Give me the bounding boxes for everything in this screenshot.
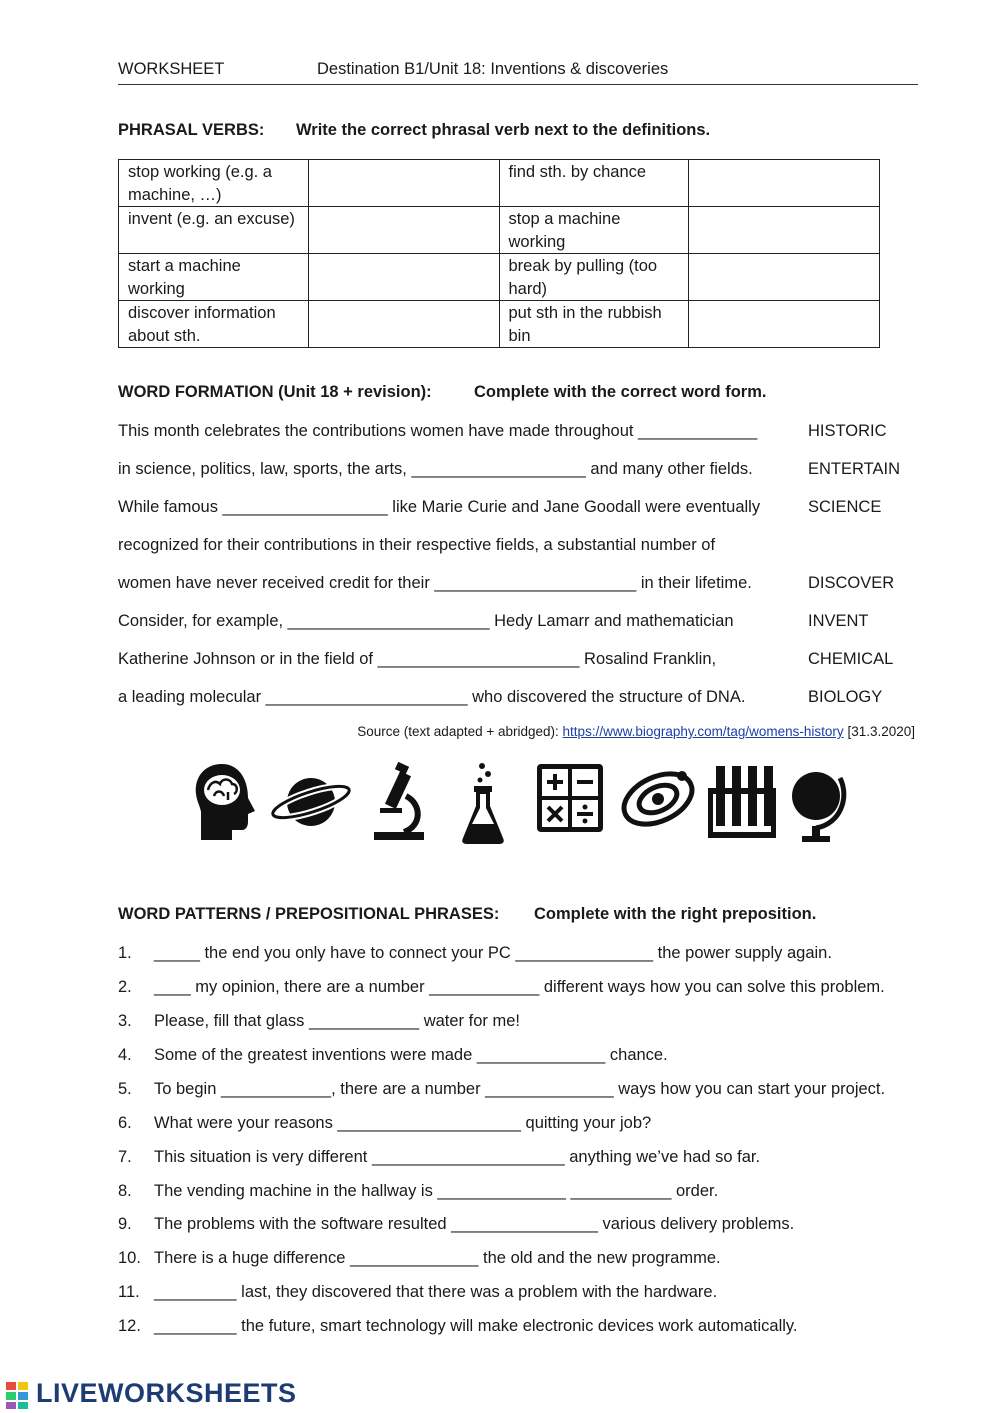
base-word: HISTORIC <box>808 422 887 440</box>
list-item <box>118 1012 520 1031</box>
list-item <box>118 1046 668 1065</box>
item-number: 5. <box>118 1080 132 1098</box>
phrasal-verbs-instruction: Write the correct phrasal verb next to the definitions. <box>296 121 711 139</box>
list-item <box>118 978 885 997</box>
item-number: 11. <box>118 1283 140 1301</box>
list-item <box>118 1080 885 1099</box>
list-item <box>118 1283 717 1302</box>
unit-title: Destination B1/Unit 18: Inventions & discoveries <box>317 60 669 78</box>
definition-cell: stop working (e.g. a machine, …) <box>119 160 309 207</box>
list-item <box>118 1215 794 1234</box>
list-item <box>118 944 832 963</box>
answer-cell[interactable] <box>689 160 880 207</box>
logo-text: LIVEWORKSHEETS <box>36 1378 297 1408</box>
table-row <box>119 301 880 348</box>
item-text: There is a huge difference ______________ the old and the new programme. <box>154 1249 721 1267</box>
item-text: _____ the end you only have to connect your PC _______________ the power supply again. <box>154 944 832 962</box>
item-number: 2. <box>118 978 132 996</box>
flask-icon <box>460 762 506 846</box>
item-number: 9. <box>118 1215 132 1233</box>
base-word: ENTERTAIN <box>808 460 900 478</box>
answer-cell[interactable] <box>689 301 880 348</box>
item-text: ____ my opinion, there are a number ____________ different ways how you can solve this problem. <box>154 978 885 996</box>
phrasal-verbs-heading-row <box>118 121 711 140</box>
definition-cell: discover information about sth. <box>119 301 309 348</box>
planet-icon <box>270 762 352 842</box>
base-word: INVENT <box>808 612 869 630</box>
item-text: Some of the greatest inventions were made ______________ chance. <box>154 1046 668 1064</box>
definition-cell: stop a machine working <box>499 207 689 254</box>
list-item <box>118 1182 718 1201</box>
list-item <box>118 1249 721 1268</box>
worksheet-label: WORKSHEET <box>118 60 225 78</box>
table-row <box>119 207 880 254</box>
source-date: [31.3.2020] <box>847 724 915 739</box>
word-formation-heading-row <box>118 383 767 402</box>
word-patterns-heading-row <box>118 905 817 924</box>
answer-cell[interactable] <box>689 254 880 301</box>
definition-cell: break by pulling (too hard) <box>499 254 689 301</box>
word-formation-line: This month celebrates the contributions women have made throughout _____________ <box>118 422 758 440</box>
word-formation-line: Consider, for example, ______________________ Hedy Lamarr and mathematician <box>118 612 734 630</box>
phrasal-verbs-table <box>118 159 880 348</box>
answer-cell[interactable] <box>308 207 499 254</box>
item-text: This situation is very different _____________________ anything we’ve had so far. <box>154 1148 761 1166</box>
answer-cell[interactable] <box>308 254 499 301</box>
source-link[interactable]: https://www.biography.com/tag/womens-history <box>562 724 844 739</box>
item-text: _________ last, they discovered that there was a problem with the hardware. <box>154 1283 718 1301</box>
item-number: 1. <box>118 944 132 962</box>
item-number: 12. <box>118 1317 141 1335</box>
item-number: 8. <box>118 1182 132 1200</box>
word-formation-line: recognized for their contributions in their respective fields, a substantial number of <box>118 536 716 554</box>
item-text: What were your reasons ____________________ quitting your job? <box>154 1114 652 1132</box>
base-word: CHEMICAL <box>808 650 894 668</box>
worksheet-header <box>118 60 918 85</box>
base-word: BIOLOGY <box>808 688 883 706</box>
item-number: 6. <box>118 1114 132 1132</box>
table-row <box>119 254 880 301</box>
word-formation-line: While famous __________________ like Marie Curie and Jane Goodall were eventually <box>118 498 761 516</box>
answer-cell[interactable] <box>689 207 880 254</box>
base-word: SCIENCE <box>808 498 882 516</box>
atom-orbit-icon <box>620 762 696 836</box>
definition-cell: find sth. by chance <box>499 160 689 207</box>
answer-cell[interactable] <box>308 160 499 207</box>
table-row <box>119 160 880 207</box>
base-word: DISCOVER <box>808 574 895 592</box>
word-formation-line: in science, politics, law, sports, the arts, ___________________ and many other fields. <box>118 460 753 478</box>
item-number: 10. <box>118 1249 141 1267</box>
word-patterns-instruction: Complete with the right preposition. <box>534 905 817 923</box>
word-formation-line: Katherine Johnson or in the field of ______________________ Rosalind Franklin, <box>118 650 717 668</box>
word-formation-heading: WORD FORMATION (Unit 18 + revision): <box>118 383 432 401</box>
definition-cell: invent (e.g. an excuse) <box>119 207 309 254</box>
item-text: _________ the future, smart technology will make electronic devices work automatically. <box>154 1317 798 1335</box>
source-label: Source (text adapted + abridged): <box>357 724 559 739</box>
definition-cell: start a machine working <box>119 254 309 301</box>
calculator-icon <box>535 762 605 834</box>
word-formation-line: women have never received credit for their ______________________ in their lifetime. <box>118 574 752 592</box>
microscope-icon <box>370 762 426 842</box>
list-item <box>118 1114 651 1133</box>
item-text: The vending machine in the hallway is ______________ ___________ order. <box>154 1182 719 1200</box>
item-text: The problems with the software resulted ________________ various delivery problems. <box>154 1215 795 1233</box>
brain-head-icon <box>192 762 258 842</box>
definition-cell: put sth in the rubbish bin <box>499 301 689 348</box>
science-icons-row <box>190 762 850 846</box>
logo-blocks-icon <box>6 1380 30 1410</box>
item-text: To begin ____________, there are a number ______________ ways how you can start your project. <box>154 1080 886 1098</box>
item-number: 7. <box>118 1148 132 1166</box>
list-item <box>118 1317 798 1336</box>
item-text: Please, fill that glass ____________ water for me! <box>154 1012 520 1030</box>
phrasal-verbs-heading: PHRASAL VERBS: <box>118 121 265 139</box>
word-patterns-heading: WORD PATTERNS / PREPOSITIONAL PHRASES: <box>118 905 500 923</box>
answer-cell[interactable] <box>308 301 499 348</box>
test-tubes-icon <box>706 762 778 840</box>
item-number: 4. <box>118 1046 132 1064</box>
word-formation-instruction: Complete with the correct word form. <box>474 383 767 401</box>
source-citation <box>357 724 915 739</box>
list-item <box>118 1148 760 1167</box>
globe-icon <box>788 762 850 846</box>
word-formation-line: a leading molecular ______________________ who discovered the structure of DNA. <box>118 688 746 706</box>
item-number: 3. <box>118 1012 132 1030</box>
